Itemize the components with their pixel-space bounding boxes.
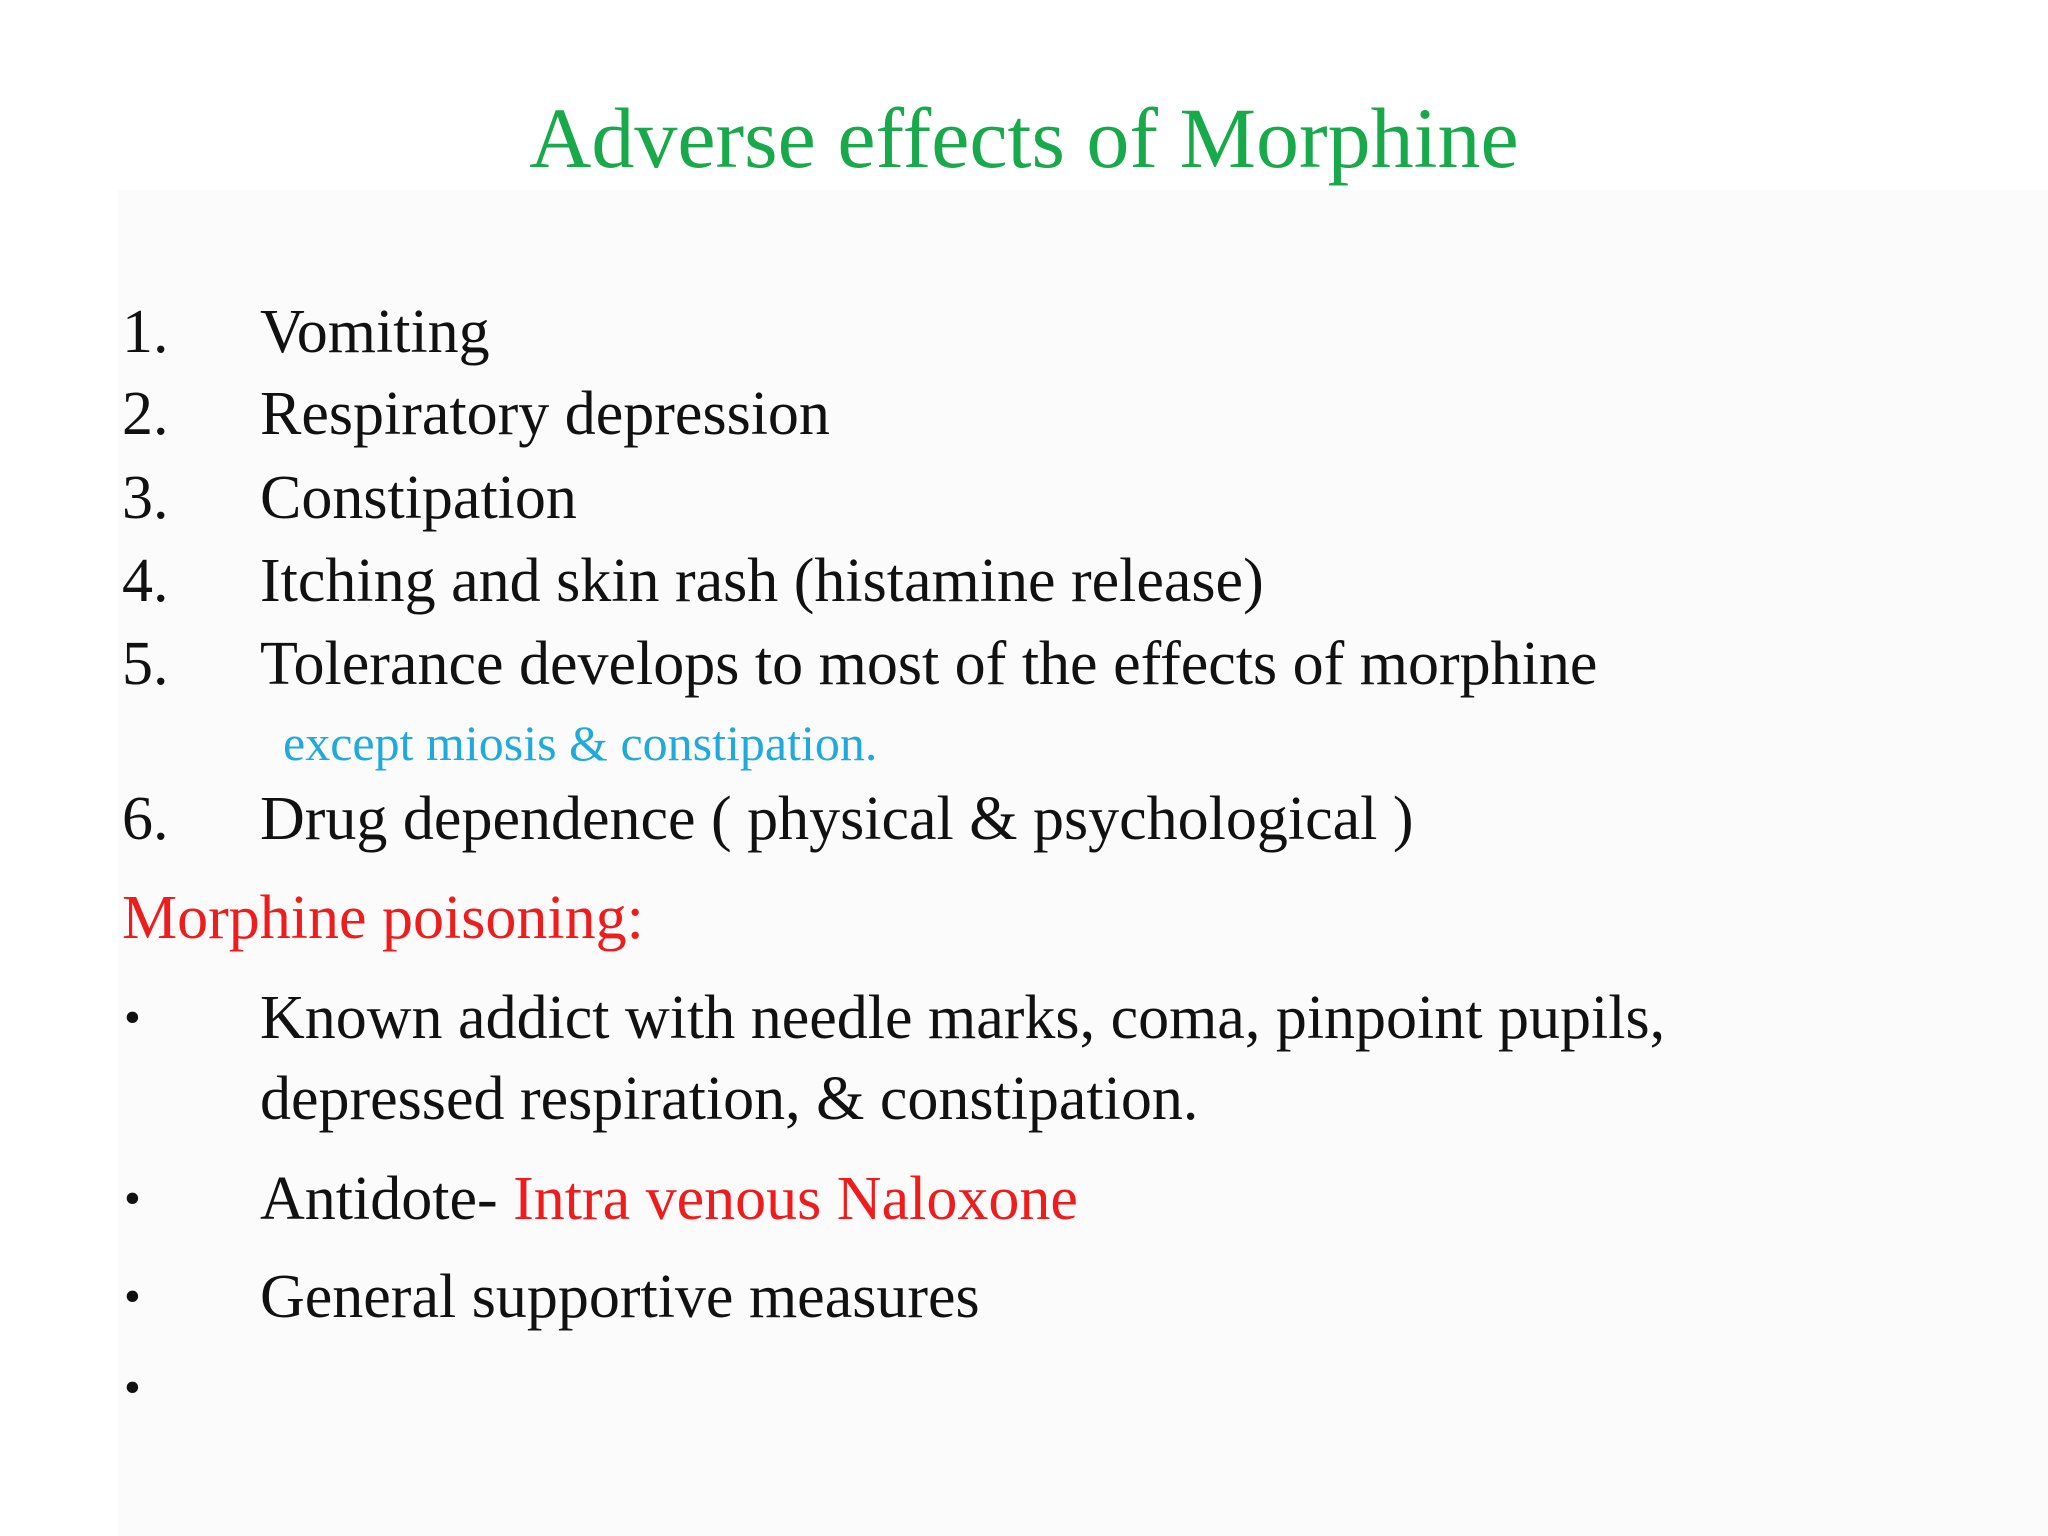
list-number: 1. (122, 298, 169, 366)
antidote-text (260, 1163, 1078, 1235)
bullet-marker: • (124, 1270, 141, 1323)
poisoning-heading: Morphine poisoning: (122, 884, 644, 952)
bullet-marker: • (124, 1172, 141, 1225)
list-number: 4. (122, 547, 169, 615)
list-item-text: Constipation (260, 464, 577, 532)
antidote-label: Antidote- (260, 1165, 514, 1233)
tolerance-exception-note: except miosis & constipation. (283, 715, 878, 771)
list-item-text: Drug dependence ( physical & psychological ) (260, 785, 1414, 853)
bullet-marker: • (124, 991, 141, 1044)
bullet-text-line-1: Known addict with needle marks, coma, pinpoint pupils, (260, 984, 1666, 1052)
antidote-highlight: Intra venous Naloxone (513, 1165, 1078, 1233)
list-item-text: Itching and skin rash (histamine release) (260, 547, 1264, 615)
list-item-text: Respiratory depression (260, 380, 830, 448)
list-number: 5. (122, 630, 169, 698)
bullet-text-line-2: depressed respiration, & constipation. (260, 1065, 1199, 1133)
bullet-text: General supportive measures (260, 1263, 980, 1331)
list-item-text: Vomiting (260, 298, 490, 366)
list-number: 6. (122, 785, 169, 853)
list-number: 3. (122, 464, 169, 532)
bullet-marker: • (124, 1361, 141, 1414)
slide-title: Adverse effects of Morphine (529, 90, 1519, 186)
list-number: 2. (122, 380, 169, 448)
list-item-text: Tolerance develops to most of the effects of morphine (260, 630, 1598, 698)
